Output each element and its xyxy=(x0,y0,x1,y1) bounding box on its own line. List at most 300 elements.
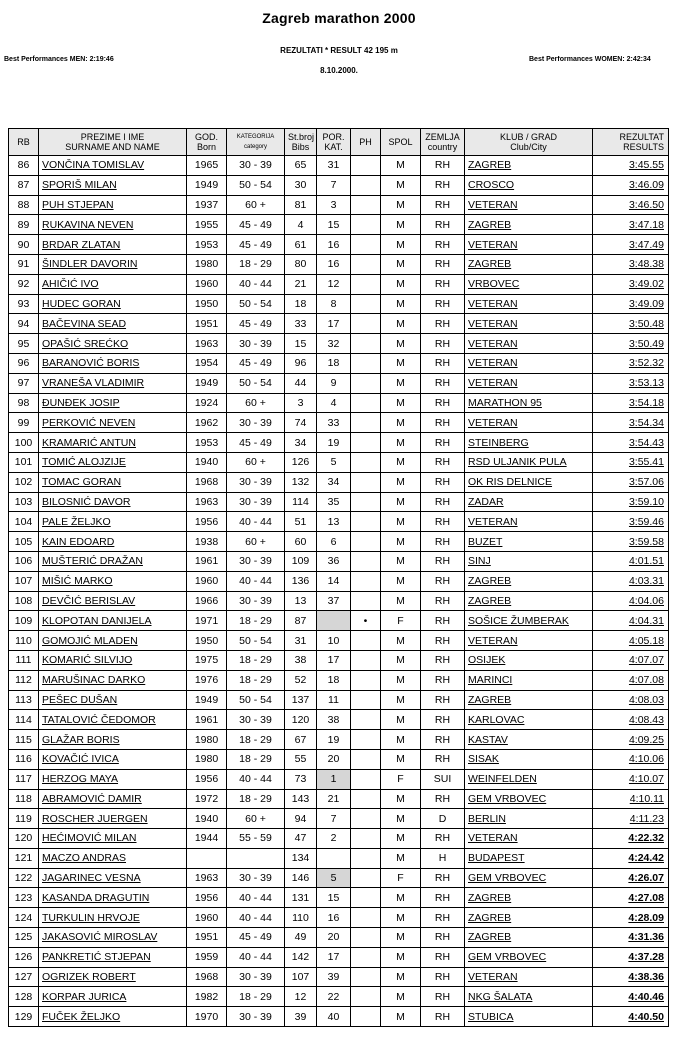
table-row xyxy=(9,215,669,235)
cell-position: 10 xyxy=(317,631,351,651)
table-row xyxy=(9,987,669,1007)
cell-born: 1944 xyxy=(187,829,227,849)
table-row xyxy=(9,1007,669,1027)
cell-name: GOMOJIĆ MLADEN xyxy=(39,631,187,651)
cell-position: 18 xyxy=(317,353,351,373)
table-row xyxy=(9,492,669,512)
cell-rb: 101 xyxy=(9,452,39,472)
cell-result: 4:04.31 xyxy=(593,611,669,631)
table-row xyxy=(9,928,669,948)
cell-club: GEM VRBOVEC xyxy=(465,947,593,967)
cell-category: 40 - 44 xyxy=(227,769,285,789)
cell-ph xyxy=(351,571,381,591)
cell-rb: 109 xyxy=(9,611,39,631)
cell-ph xyxy=(351,274,381,294)
cell-rb: 125 xyxy=(9,928,39,948)
cell-sex: M xyxy=(381,254,421,274)
cell-result: 4:08.03 xyxy=(593,690,669,710)
cell-country: RH xyxy=(421,373,465,393)
table-row xyxy=(9,373,669,393)
cell-position: 15 xyxy=(317,215,351,235)
cell-born: 1956 xyxy=(187,769,227,789)
cell-born: 1961 xyxy=(187,551,227,571)
cell-sex: M xyxy=(381,235,421,255)
cell-bib: 142 xyxy=(285,947,317,967)
cell-result: 3:52.32 xyxy=(593,353,669,373)
cell-country: RH xyxy=(421,571,465,591)
cell-category: 55 - 59 xyxy=(227,829,285,849)
cell-rb: 115 xyxy=(9,730,39,750)
cell-position: 33 xyxy=(317,413,351,433)
cell-born: 1972 xyxy=(187,789,227,809)
cell-name: TOMIĆ ALOJZIJE xyxy=(39,452,187,472)
cell-country: RH xyxy=(421,492,465,512)
cell-country: RH xyxy=(421,156,465,176)
cell-rb: 116 xyxy=(9,749,39,769)
cell-bib: 96 xyxy=(285,353,317,373)
cell-born: 1980 xyxy=(187,749,227,769)
cell-ph xyxy=(351,532,381,552)
cell-ph xyxy=(351,353,381,373)
cell-country: RH xyxy=(421,631,465,651)
cell-club: NKG ŠALATA xyxy=(465,987,593,1007)
cell-born: 1949 xyxy=(187,373,227,393)
cell-club: ZAGREB xyxy=(465,571,593,591)
cell-bib: 49 xyxy=(285,928,317,948)
cell-born: 1980 xyxy=(187,730,227,750)
table-row xyxy=(9,254,669,274)
cell-name: DEVČIĆ BERISLAV xyxy=(39,591,187,611)
cell-country: RH xyxy=(421,908,465,928)
cell-club: BERLIN xyxy=(465,809,593,829)
cell-country: RH xyxy=(421,433,465,453)
cell-position: 14 xyxy=(317,571,351,591)
cell-result: 4:01.51 xyxy=(593,551,669,571)
cell-category: 60 + xyxy=(227,809,285,829)
cell-sex: M xyxy=(381,551,421,571)
column-header-name xyxy=(39,129,187,156)
cell-club: STUBICA xyxy=(465,1007,593,1027)
column-header-label: RB xyxy=(17,137,30,147)
column-header-label: REZULTAT xyxy=(619,132,664,142)
cell-name: KAIN EDOARD xyxy=(39,532,187,552)
cell-bib: 52 xyxy=(285,670,317,690)
cell-club: VETERAN xyxy=(465,294,593,314)
cell-sex: M xyxy=(381,334,421,354)
cell-ph xyxy=(351,314,381,334)
cell-result: 3:59.46 xyxy=(593,512,669,532)
table-row xyxy=(9,413,669,433)
table-header-row xyxy=(9,129,669,156)
cell-ph xyxy=(351,690,381,710)
column-header-label: KATEGORIJA xyxy=(236,134,275,140)
cell-bib: 12 xyxy=(285,987,317,1007)
cell-ph xyxy=(351,670,381,690)
cell-ph xyxy=(351,235,381,255)
cell-sex: M xyxy=(381,710,421,730)
cell-bib: 136 xyxy=(285,571,317,591)
cell-rb: 114 xyxy=(9,710,39,730)
cell-result: 4:26.07 xyxy=(593,868,669,888)
cell-result: 3:49.02 xyxy=(593,274,669,294)
cell-category: 50 - 54 xyxy=(227,175,285,195)
cell-position xyxy=(317,611,351,631)
cell-born: 1980 xyxy=(187,254,227,274)
cell-club: GEM VRBOVEC xyxy=(465,868,593,888)
cell-club: ZAGREB xyxy=(465,156,593,176)
cell-result: 3:54.34 xyxy=(593,413,669,433)
cell-sex: M xyxy=(381,294,421,314)
cell-ph xyxy=(351,631,381,651)
cell-born: 1962 xyxy=(187,413,227,433)
cell-sex: M xyxy=(381,532,421,552)
cell-position: 17 xyxy=(317,947,351,967)
cell-bib: 44 xyxy=(285,373,317,393)
cell-position: 36 xyxy=(317,551,351,571)
cell-rb: 124 xyxy=(9,908,39,928)
cell-ph xyxy=(351,848,381,868)
cell-bib: 15 xyxy=(285,334,317,354)
cell-bib: 109 xyxy=(285,551,317,571)
table-row xyxy=(9,156,669,176)
table-row xyxy=(9,294,669,314)
cell-result: 4:07.08 xyxy=(593,670,669,690)
cell-position: 17 xyxy=(317,314,351,334)
column-header-category xyxy=(227,129,285,156)
cell-club: ZAGREB xyxy=(465,215,593,235)
cell-category: 30 - 39 xyxy=(227,1007,285,1027)
cell-position: 31 xyxy=(317,156,351,176)
table-row xyxy=(9,175,669,195)
cell-result: 4:27.08 xyxy=(593,888,669,908)
cell-category: 50 - 54 xyxy=(227,690,285,710)
cell-name: PERKOVIĆ NEVEN xyxy=(39,413,187,433)
cell-born: 1950 xyxy=(187,294,227,314)
cell-rb: 87 xyxy=(9,175,39,195)
cell-name: ĐUNĐEK JOSIP xyxy=(39,393,187,413)
cell-name: ABRAMOVIĆ DAMIR xyxy=(39,789,187,809)
cell-club: ZAGREB xyxy=(465,908,593,928)
cell-result: 4:07.07 xyxy=(593,650,669,670)
cell-name: MACZO ANDRAS xyxy=(39,848,187,868)
cell-name: MUŠTERIĆ DRAŽAN xyxy=(39,551,187,571)
cell-rb: 105 xyxy=(9,532,39,552)
cell-sex: M xyxy=(381,175,421,195)
cell-position: 39 xyxy=(317,967,351,987)
cell-bib: 132 xyxy=(285,472,317,492)
table-row xyxy=(9,690,669,710)
cell-position: 3 xyxy=(317,195,351,215)
cell-club: VETERAN xyxy=(465,314,593,334)
cell-name: SPORIŠ MILAN xyxy=(39,175,187,195)
cell-country: RH xyxy=(421,254,465,274)
cell-name: PEŠEC DUŠAN xyxy=(39,690,187,710)
table-row xyxy=(9,769,669,789)
cell-position: 6 xyxy=(317,532,351,552)
cell-rb: 97 xyxy=(9,373,39,393)
cell-name: HUDEC GORAN xyxy=(39,294,187,314)
table-row xyxy=(9,433,669,453)
cell-position: 32 xyxy=(317,334,351,354)
table-row xyxy=(9,908,669,928)
cell-club: ZAGREB xyxy=(465,888,593,908)
table-row xyxy=(9,848,669,868)
cell-category: 45 - 49 xyxy=(227,928,285,948)
cell-club: CROSCO xyxy=(465,175,593,195)
cell-sex: M xyxy=(381,809,421,829)
cell-category: 18 - 29 xyxy=(227,670,285,690)
cell-bib: 143 xyxy=(285,789,317,809)
cell-country: RH xyxy=(421,1007,465,1027)
cell-ph xyxy=(351,215,381,235)
cell-club: KARLOVAC xyxy=(465,710,593,730)
cell-result: 3:57.06 xyxy=(593,472,669,492)
best-performance-men: Best Performances MEN: 2:19:46 xyxy=(4,56,114,63)
cell-name: PANKRETIĆ STJEPAN xyxy=(39,947,187,967)
cell-rb: 102 xyxy=(9,472,39,492)
cell-category: 60 + xyxy=(227,532,285,552)
cell-rb: 110 xyxy=(9,631,39,651)
cell-club: BUZET xyxy=(465,532,593,552)
cell-ph xyxy=(351,334,381,354)
cell-sex: M xyxy=(381,472,421,492)
cell-ph xyxy=(351,749,381,769)
cell-rb: 86 xyxy=(9,156,39,176)
cell-rb: 91 xyxy=(9,254,39,274)
cell-position: 20 xyxy=(317,749,351,769)
column-header-label: PREZIME I IME xyxy=(80,132,145,142)
column-header-sublabel: Bibs xyxy=(291,142,310,152)
table-row xyxy=(9,314,669,334)
cell-sex: M xyxy=(381,433,421,453)
cell-club: KASTAV xyxy=(465,730,593,750)
table-row xyxy=(9,710,669,730)
table-row xyxy=(9,631,669,651)
cell-country: RH xyxy=(421,690,465,710)
cell-rb: 108 xyxy=(9,591,39,611)
cell-bib: 13 xyxy=(285,591,317,611)
result-subtitle: REZULTATI * RESULT 42 195 m xyxy=(280,46,398,55)
cell-club: WEINFELDEN xyxy=(465,769,593,789)
column-header-label: POR. xyxy=(322,132,345,142)
cell-country: RH xyxy=(421,710,465,730)
column-header-bib xyxy=(285,129,317,156)
cell-rb: 129 xyxy=(9,1007,39,1027)
cell-born xyxy=(187,848,227,868)
cell-bib: 61 xyxy=(285,235,317,255)
cell-category: 60 + xyxy=(227,452,285,472)
cell-position: 2 xyxy=(317,829,351,849)
cell-born: 1924 xyxy=(187,393,227,413)
cell-result: 4:10.06 xyxy=(593,749,669,769)
cell-rb: 95 xyxy=(9,334,39,354)
cell-sex: M xyxy=(381,967,421,987)
cell-category: 45 - 49 xyxy=(227,433,285,453)
cell-category: 30 - 39 xyxy=(227,591,285,611)
cell-ph xyxy=(351,413,381,433)
cell-club: VETERAN xyxy=(465,829,593,849)
cell-name: KLOPOTAN DANIJELA xyxy=(39,611,187,631)
cell-bib: 94 xyxy=(285,809,317,829)
cell-position: 19 xyxy=(317,730,351,750)
table-row xyxy=(9,730,669,750)
table-row xyxy=(9,274,669,294)
cell-category: 45 - 49 xyxy=(227,215,285,235)
cell-sex: M xyxy=(381,829,421,849)
cell-country: RH xyxy=(421,987,465,1007)
cell-name: HERZOG MAYA xyxy=(39,769,187,789)
cell-sex: M xyxy=(381,888,421,908)
cell-result: 4:10.07 xyxy=(593,769,669,789)
cell-ph xyxy=(351,254,381,274)
cell-result: 4:04.06 xyxy=(593,591,669,611)
cell-bib: 51 xyxy=(285,512,317,532)
cell-born: 1968 xyxy=(187,967,227,987)
column-header-label: PH xyxy=(359,137,372,147)
cell-ph xyxy=(351,769,381,789)
cell-club: OK RIS DELNICE xyxy=(465,472,593,492)
cell-ph xyxy=(351,967,381,987)
cell-position: 7 xyxy=(317,175,351,195)
cell-bib: 60 xyxy=(285,532,317,552)
cell-position: 13 xyxy=(317,512,351,532)
cell-bib: 126 xyxy=(285,452,317,472)
cell-born: 1938 xyxy=(187,532,227,552)
cell-category: 40 - 44 xyxy=(227,908,285,928)
cell-result: 4:37.28 xyxy=(593,947,669,967)
cell-name: KOMARIĆ SILVIJO xyxy=(39,650,187,670)
cell-position: 22 xyxy=(317,987,351,1007)
cell-rb: 113 xyxy=(9,690,39,710)
column-header-label: St.broj xyxy=(288,132,315,142)
table-row xyxy=(9,334,669,354)
cell-born: 1982 xyxy=(187,987,227,1007)
table-body xyxy=(9,156,669,1027)
cell-sex: M xyxy=(381,314,421,334)
cell-rb: 118 xyxy=(9,789,39,809)
cell-sex: F xyxy=(381,769,421,789)
cell-category: 18 - 29 xyxy=(227,730,285,750)
table-row xyxy=(9,611,669,631)
cell-born: 1968 xyxy=(187,472,227,492)
cell-country: RH xyxy=(421,829,465,849)
cell-born: 1966 xyxy=(187,591,227,611)
table-row xyxy=(9,888,669,908)
cell-name: KRAMARIĆ ANTUN xyxy=(39,433,187,453)
cell-name: TURKULIN HRVOJE xyxy=(39,908,187,928)
column-header-sublabel: country xyxy=(427,142,458,152)
cell-name: KOVAČIĆ IVICA xyxy=(39,749,187,769)
cell-name: VONČINA TOMISLAV xyxy=(39,156,187,176)
table-row xyxy=(9,670,669,690)
cell-club: VETERAN xyxy=(465,353,593,373)
table-row xyxy=(9,967,669,987)
cell-club: SINJ xyxy=(465,551,593,571)
table-row xyxy=(9,829,669,849)
cell-result: 4:28.09 xyxy=(593,908,669,928)
cell-club: SISAK xyxy=(465,749,593,769)
page-title: Zagreb marathon 2000 xyxy=(262,10,416,26)
cell-name: TOMAC GORAN xyxy=(39,472,187,492)
cell-country: RH xyxy=(421,551,465,571)
column-header-ph xyxy=(351,129,381,156)
cell-sex: M xyxy=(381,274,421,294)
cell-name: MIŠIĆ MARKO xyxy=(39,571,187,591)
cell-ph xyxy=(351,492,381,512)
cell-bib: 33 xyxy=(285,314,317,334)
cell-name: TATALOVIĆ ČEDOMOR xyxy=(39,710,187,730)
cell-country: RH xyxy=(421,967,465,987)
table-row xyxy=(9,195,669,215)
cell-country: RH xyxy=(421,195,465,215)
cell-sex: M xyxy=(381,591,421,611)
cell-born: 1965 xyxy=(187,156,227,176)
cell-country: RH xyxy=(421,730,465,750)
table-row xyxy=(9,809,669,829)
table-row xyxy=(9,749,669,769)
cell-category: 40 - 44 xyxy=(227,571,285,591)
cell-ph xyxy=(351,809,381,829)
cell-country: RH xyxy=(421,235,465,255)
cell-sex: M xyxy=(381,690,421,710)
table-row xyxy=(9,551,669,571)
cell-country: RH xyxy=(421,591,465,611)
cell-club: VETERAN xyxy=(465,334,593,354)
cell-ph xyxy=(351,710,381,730)
table-row xyxy=(9,472,669,492)
cell-country: RH xyxy=(421,868,465,888)
table-row xyxy=(9,591,669,611)
cell-ph xyxy=(351,650,381,670)
cell-result: 4:05.18 xyxy=(593,631,669,651)
cell-bib: 39 xyxy=(285,1007,317,1027)
cell-category: 18 - 29 xyxy=(227,987,285,1007)
cell-bib: 81 xyxy=(285,195,317,215)
cell-ph xyxy=(351,888,381,908)
cell-born: 1975 xyxy=(187,650,227,670)
table-row xyxy=(9,947,669,967)
cell-result: 3:48.38 xyxy=(593,254,669,274)
cell-rb: 106 xyxy=(9,551,39,571)
cell-name: FUČEK ŽELJKO xyxy=(39,1007,187,1027)
cell-club: VETERAN xyxy=(465,373,593,393)
cell-name: PUH STJEPAN xyxy=(39,195,187,215)
cell-club: VETERAN xyxy=(465,235,593,255)
cell-born: 1970 xyxy=(187,1007,227,1027)
cell-result: 3:45.55 xyxy=(593,156,669,176)
cell-result: 4:09.25 xyxy=(593,730,669,750)
cell-born: 1961 xyxy=(187,710,227,730)
cell-born: 1963 xyxy=(187,334,227,354)
cell-born: 1963 xyxy=(187,492,227,512)
cell-rb: 122 xyxy=(9,868,39,888)
column-header-sublabel: category xyxy=(243,144,267,150)
cell-position: 34 xyxy=(317,472,351,492)
cell-rb: 98 xyxy=(9,393,39,413)
cell-result: 3:50.49 xyxy=(593,334,669,354)
cell-ph: • xyxy=(351,611,381,631)
cell-name: BRDAR ZLATAN xyxy=(39,235,187,255)
cell-bib: 134 xyxy=(285,848,317,868)
cell-country: RH xyxy=(421,472,465,492)
cell-sex: M xyxy=(381,215,421,235)
cell-sex: M xyxy=(381,393,421,413)
cell-country: RH xyxy=(421,413,465,433)
cell-ph xyxy=(351,175,381,195)
cell-ph xyxy=(351,928,381,948)
cell-ph xyxy=(351,472,381,492)
cell-born: 1949 xyxy=(187,175,227,195)
